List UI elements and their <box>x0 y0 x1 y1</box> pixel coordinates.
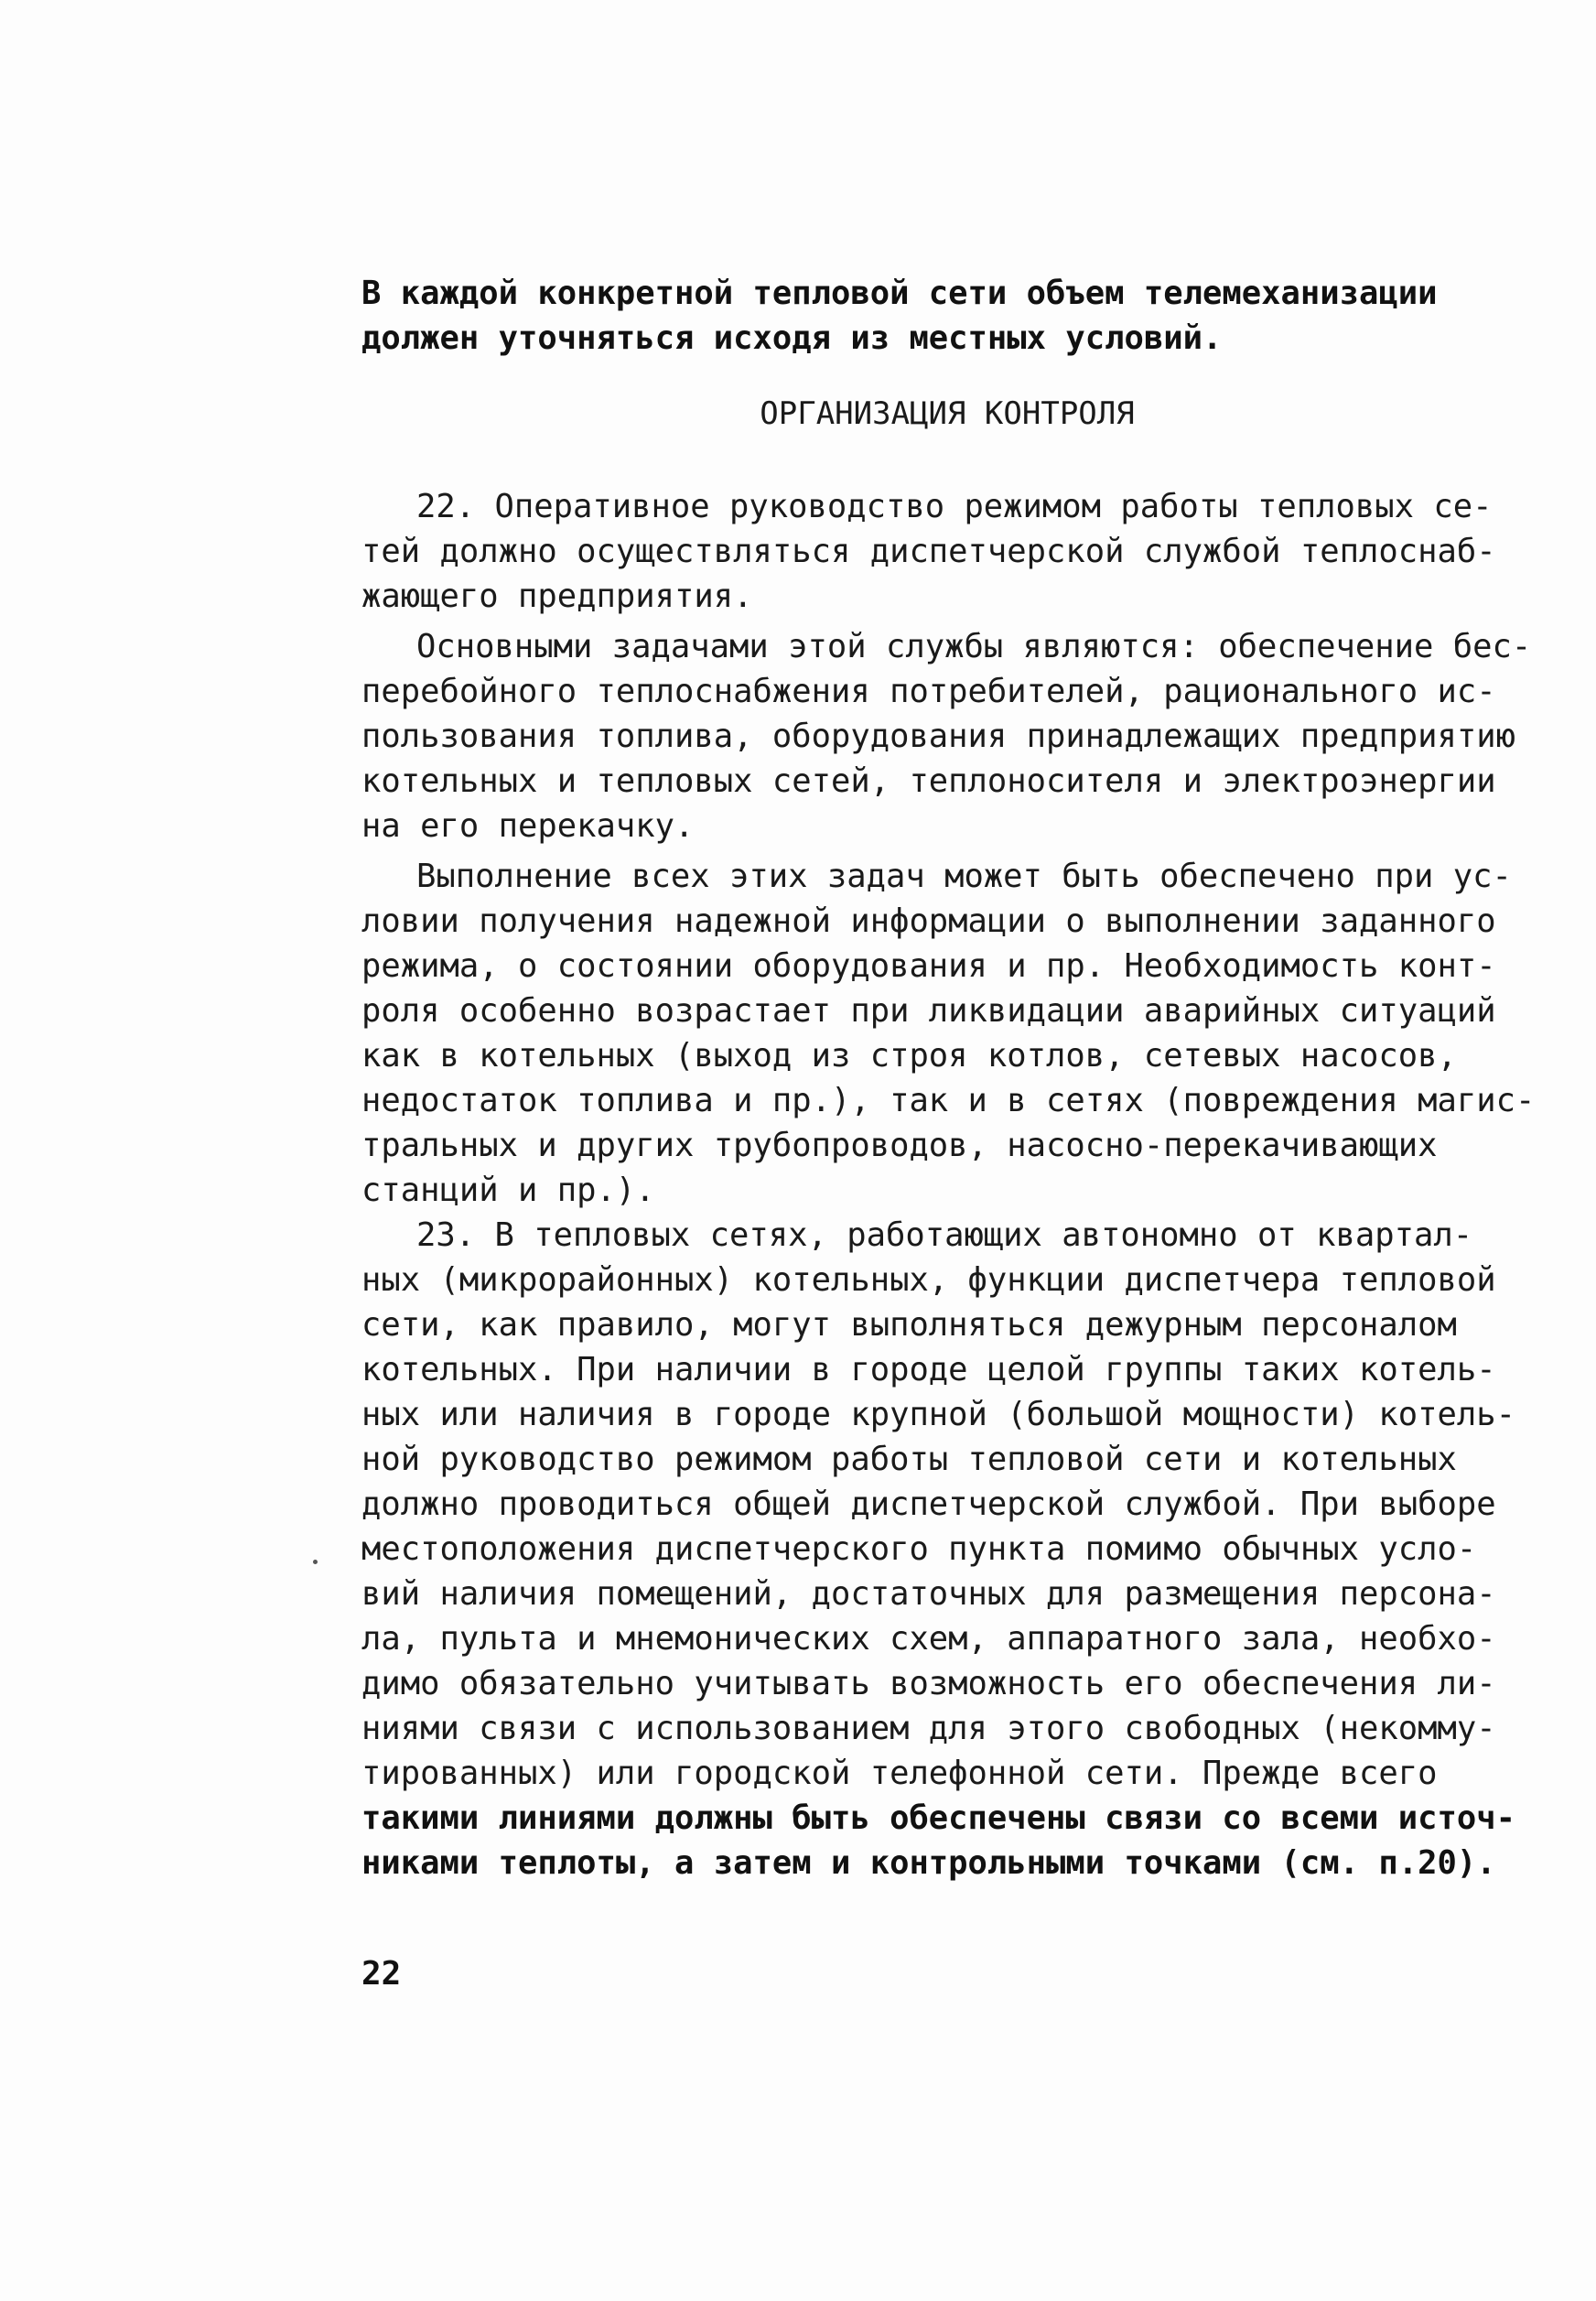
paragraph-line: тированных) или городской телефонной сети. Прежде всего <box>361 1755 1438 1792</box>
paragraph-line: Выполнение всех этих задач может быть обеспечено при ус- <box>416 858 1512 895</box>
paragraph-line: никами теплоты, а затем и контрольными точками (см. п.20). <box>361 1844 1496 1882</box>
intro-paragraph <box>361 271 1496 361</box>
paragraph-line: 23. В тепловых сетях, работающих автономно от квартал- <box>416 1216 1473 1254</box>
paragraph-line: ла, пульта и мнемонических схем, аппаратного зала, необхо- <box>361 1620 1496 1658</box>
paragraph-line: такими линиями должны быть обеспечены связи со всеми источ- <box>361 1799 1515 1837</box>
paragraph-line: димо обязательно учитывать возможность его обеспечения ли- <box>361 1665 1496 1702</box>
paragraph-line: местоположения диспетчерского пункта помимо обычных усло- <box>361 1530 1477 1568</box>
paragraph-line: ниями связи с использованием для этого свободных (некомму- <box>361 1710 1496 1747</box>
paragraph-line: как в котельных (выход из строя котлов, сетевых насосов, <box>361 1037 1457 1075</box>
paragraph-execution <box>361 854 1536 1213</box>
paragraph-line: перебойного теплоснабжения потребителей, рационального ис- <box>361 673 1496 710</box>
paragraph-tasks <box>361 624 1532 848</box>
paragraph-line: пользования топлива, оборудования принадлежащих предприятию <box>361 718 1515 755</box>
paragraph-line: тей должно осуществляться диспетчерской службой теплоснаб- <box>361 533 1496 570</box>
paragraph-22 <box>361 484 1496 619</box>
paragraph-line: 22. Оперативное руководство режимом работы тепловых се- <box>416 488 1493 525</box>
paragraph-23 <box>361 1213 1515 1885</box>
paragraph-line: Основными задачами этой службы являются: обеспечение бес- <box>416 628 1532 665</box>
intro-line: должен уточняться исходя из местных условий. <box>361 319 1223 357</box>
paragraph-line: тральных и других трубопроводов, насосно-перекачивающих <box>361 1127 1438 1164</box>
paragraph-line: ловии получения надежной информации о выполнении заданного <box>361 902 1496 940</box>
margin-dot <box>313 1560 318 1564</box>
intro-line: В каждой конкретной тепловой сети объем телемеханизации <box>361 275 1438 312</box>
paragraph-line: ной руководство режимом работы тепловой сети и котельных <box>361 1441 1457 1478</box>
page-body <box>361 271 1536 1885</box>
paragraph-line: роля особенно возрастает при ликвидации аварийных ситуаций <box>361 992 1496 1030</box>
paragraph-line: сети, как правило, могут выполняться дежурным персоналом <box>361 1306 1457 1344</box>
paragraph-line: вий наличия помещений, достаточных для размещения персона- <box>361 1575 1496 1613</box>
paragraph-line: котельных и тепловых сетей, теплоносителя и электроэнергии <box>361 762 1496 800</box>
paragraph-line: на его перекачку. <box>361 807 695 845</box>
page-number: 22 <box>361 1955 402 1993</box>
paragraph-line: ных (микрорайонных) котельных, функции диспетчера тепловой <box>361 1261 1496 1299</box>
section-heading: ОРГАНИЗАЦИЯ КОНТРОЛЯ <box>760 395 1135 432</box>
paragraph-line: недостаток топлива и пр.), так и в сетях (повреждения магис- <box>361 1082 1536 1119</box>
paragraph-line: ных или наличия в городе крупной (большой мощности) котель- <box>361 1396 1515 1433</box>
paragraph-line: котельных. При наличии в городе целой группы таких котель- <box>361 1351 1496 1388</box>
paragraph-line: станций и пр.). <box>361 1172 655 1209</box>
paragraph-line: должно проводиться общей диспетчерской службой. При выборе <box>361 1485 1496 1523</box>
paragraph-line: жающего предприятия. <box>361 578 753 615</box>
paragraph-line: режима, о состоянии оборудования и пр. Необходимость конт- <box>361 947 1496 985</box>
